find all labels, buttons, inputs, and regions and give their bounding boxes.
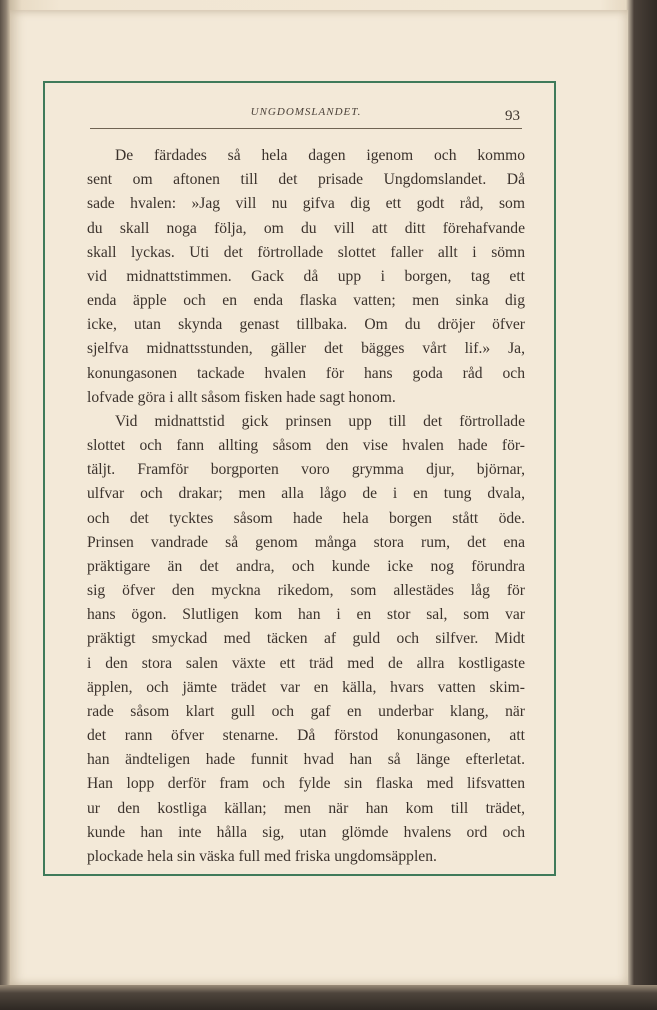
text-line: De färdades så hela dagen igenom och kommo: [115, 147, 525, 164]
page-sheet: [10, 10, 628, 985]
text-line: plockade hela sin väska full med friska ungdomsäpplen.: [87, 847, 437, 865]
text-line: icke, utan skynda genast tillbaka. Om du dröjer öfver: [87, 316, 525, 334]
text-line: konungasonen tackade hvalen för hans goda råd och: [87, 364, 525, 382]
text-line: sjelfva midnattsstunden, gäller det bägges vårt lif.» Ja,: [87, 340, 525, 358]
running-title: UNGDOMSLANDET.: [250, 106, 362, 118]
text-line: hans ögon. Slutligen kom han i en stor sal, som var: [87, 606, 525, 624]
text-line: Vid midnattstid gick prinsen upp till det förtrollade: [115, 412, 525, 430]
text-line: täljt. Framför borgporten voro grymma djur, björnar,: [87, 461, 525, 479]
text-line: rade såsom klart gull och gaf en underbar klang, när: [87, 702, 525, 720]
running-head: [90, 106, 522, 129]
page-bottom-edge: [0, 985, 657, 1010]
text-line: och det tycktes såsom hade hela borgen stått öde.: [87, 509, 525, 527]
text-line: präktigt smyckad med täcken af guld och silfver. Midt: [87, 630, 525, 648]
text-line: kunde han inte hålla sig, utan glömde hvalens ord och: [87, 823, 525, 841]
text-line: Prinsen vandrade så genom många stora rum, det ena: [87, 533, 525, 551]
text-line: han ändteligen hade funnit hvad han så länge efterletat.: [87, 751, 525, 769]
text-line: Han lopp derför fram och fylde sin flaska med lifsvatten: [87, 775, 525, 793]
text-line: vid midnattstimmen. Gack då upp i borgen, tag ett: [87, 267, 525, 285]
text-line: i den stora salen växte ett träd med de allra kostligaste: [87, 654, 525, 672]
text-line: ur den kostliga källan; men när han kom till trädet,: [87, 799, 525, 817]
body-text: [87, 144, 525, 869]
page-number: 93: [505, 108, 520, 124]
text-line: lofvade göra i allt såsom fisken hade sagt honom.: [87, 388, 396, 406]
text-line: skall lyckas. Uti det förtrollade slottet faller allt i sömn: [87, 243, 525, 261]
text-line: sade hvalen: »Jag vill nu gifva dig ett godt råd, som: [87, 195, 525, 213]
text-line: präktigare än det andra, och kunde icke nog förundra: [87, 557, 525, 575]
text-line: ulfvar och drakar; men alla lågo de i en tung dvala,: [87, 485, 525, 503]
text-line: det rann öfver stenarne. Då förstod konungasonen, att: [87, 727, 525, 745]
text-line: sent om aftonen till det prisade Ungdomslandet. Då: [87, 171, 525, 189]
text-line: äpplen, och jämte trädet var en källa, hvars vatten skim-: [87, 678, 525, 696]
text-line: du skall noga följa, om du vill att ditt förehafvande: [87, 219, 525, 237]
text-line: enda äpple och en enda flaska vatten; men sinka dig: [87, 292, 525, 310]
text-line: sig öfver den myckna rikedom, som allestädes låg för: [87, 582, 525, 600]
text-line: slottet och fann allting såsom den vise hvalen hade för-: [87, 437, 525, 455]
